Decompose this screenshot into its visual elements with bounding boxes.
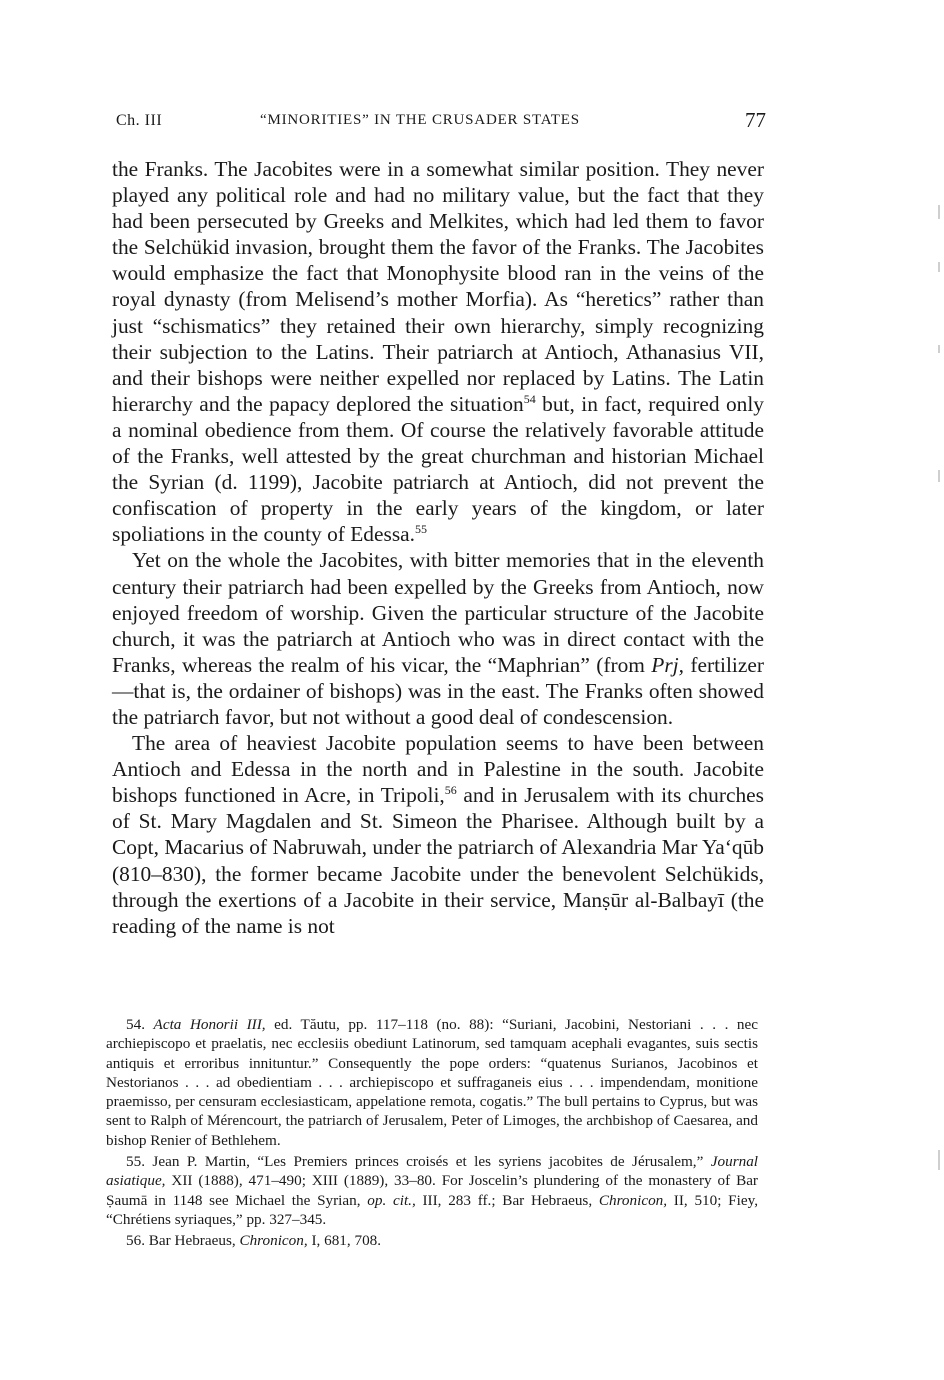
running-head <box>116 108 766 138</box>
footnote-54-title: Acta Honorii III, <box>153 1016 266 1033</box>
footnote-55-text-b: XII (1888), 471–490; XIII (1889), 33–80. For Joscelin’s plundering of the monastery of Bar Ṣaumā in 1148 see Michael the Syrian, <box>106 1172 758 1209</box>
paragraph-3 <box>112 730 764 939</box>
paragraph-3-text-b: and in Jerusalem with its churches of St. Mary Magdalen and St. Simeon the Pharisee. Although built by a Copt, Macarius of Nabruwah, under the patriarch of Alexandria Mar Ya‘qūb (810–830), the former became Jacobite under the benevolent Selchükids, through the exertions of a Jacobite in their service, Manṣūr al-Balbayī (the reading of the name is not <box>112 783 764 938</box>
footnote-ref-55: 55 <box>415 522 427 537</box>
paragraph-2-text-a: Yet on the whole the Jacobites, with bitter memories that in the eleventh century their patriarch had been expelled by the Greeks from Antioch, now enjoyed freedom of worship. Given the particular structure of the Jacobite church, it was the patriarch at Antioch who was in direct contact with the Franks, whereas the realm of his vicar, the “Maphrian” (from <box>112 548 764 677</box>
paragraph-2-italic-term: Prj, <box>651 652 684 677</box>
paragraph-1 <box>112 156 764 547</box>
footnote-55-chronicon: Chronicon, <box>598 1191 668 1209</box>
running-title: “MINORITIES” IN THE CRUSADER STATES <box>260 112 580 128</box>
footnote-55-text-c: III, 283 ff.; Bar Hebraeus, <box>415 1191 599 1209</box>
footnote-56-text-a: Bar Hebraeus, <box>148 1232 240 1250</box>
scan-speck <box>938 205 940 219</box>
chapter-label: Ch. III <box>116 112 163 129</box>
scan-speck <box>938 470 940 482</box>
paragraph-1-text-b: but, in fact, required only a nominal obedience from them. Of course the relatively favorable attitude of the Franks, well attested by the great churchman and historian Michael the Syrian (d. 1199), Jacobite patriarch at Antioch, did not prevent the confiscation of property in the early years of the kingdom, or later spoliations in the county of Edessa. <box>112 391 764 547</box>
footnote-55-journal: Journal asiatique, <box>106 1153 759 1190</box>
paragraph-3-text-a: The area of heaviest Jacobite population seems to have been between Antioch and Edessa in the north and in Palestine in the south. Jacobite bishops functioned in Acre, in Tripoli, <box>112 731 764 808</box>
scan-speck <box>938 345 940 353</box>
scan-speck <box>938 262 940 272</box>
paragraph-2 <box>112 547 764 730</box>
footnote-56-chronicon: Chronicon, <box>239 1232 308 1250</box>
footnote-54-number: 54. <box>126 1016 154 1033</box>
paragraph-1-text-a: the Franks. The Jacobites were in a somewhat similar position. They never played any political role and had no military value, but the fact that they had been persecuted by Greeks and Melkites, which had led them to favor the Selchükid invasion, brought them the favor of the Franks. The Jacobites would emphasize the fact that Monophysite blood ran in the veins of the royal dynasty (from Melisend’s mother Morfia). As “heretics” rather than just “schismatics” they retained their own hierarchy, simply recognizing their subjection to the Latins. Their patriarch at Antioch, Athanasius VII, and their bishops were neither expelled nor replaced by Latins. The Latin hierarchy and the papacy deplored the situation <box>112 157 764 416</box>
footnote-54-text: ed. Tăutu, pp. 117–118 (no. 88): “Suriani, Jacobini, Nestoriani . . . nec archiepiscopo et praelatis, nec ecclesiis obediunt Latinorum, sed tamquam acephali evagantes, suis sectis antiquis et erroribus innituntur.” Consequently the pope orders: “quatenus Surianos, Jacobinos et Nestorianos . . . ad obedientiam . . . archiepiscopo et suffraganeis eius . . . impendendam, monitione praemisso, per censuram ecclesiasticam, appelatione remota, cogatis.” The bull pertains to Cyprus, but was sent to Ralph of Mérencourt, the patriarch of Jerusalem, Peter of Limoges, the archbishop of Caesarea, and bishop Renier of Bethlehem. <box>106 1016 758 1149</box>
scan-speck <box>938 1150 940 1170</box>
footnote-55-number: 55. <box>126 1153 153 1171</box>
footnote-ref-56: 56 <box>444 783 457 798</box>
footnote-56-text-b: I, 681, 708. <box>307 1232 382 1250</box>
footnote-55-text-d: II, 510; Fiey, “Chrétiens syriaques,” pp. 327–345. <box>106 1191 758 1228</box>
paragraph-2-text-b: fertilizer—that is, the ordainer of bishops) was in the east. The Franks often showed the patriarch favor, but not without a good deal of condescension. <box>112 652 764 729</box>
body-text <box>112 156 764 939</box>
footnote-55-text-a: Jean P. Martin, “Les Premiers princes croisés et les syriens jacobites de Jérusalem,” <box>152 1153 711 1171</box>
footnote-56 <box>106 1231 758 1250</box>
page-number: 77 <box>745 108 766 132</box>
footnote-ref-54: 54 <box>523 391 536 406</box>
footnote-55-opcit: op. cit., <box>367 1191 416 1209</box>
footnote-55 <box>106 1152 758 1229</box>
footnotes <box>106 1015 758 1251</box>
footnote-54 <box>106 1015 758 1150</box>
scan-margin-marks <box>934 0 944 1380</box>
footnote-56-number: 56. <box>126 1232 149 1250</box>
